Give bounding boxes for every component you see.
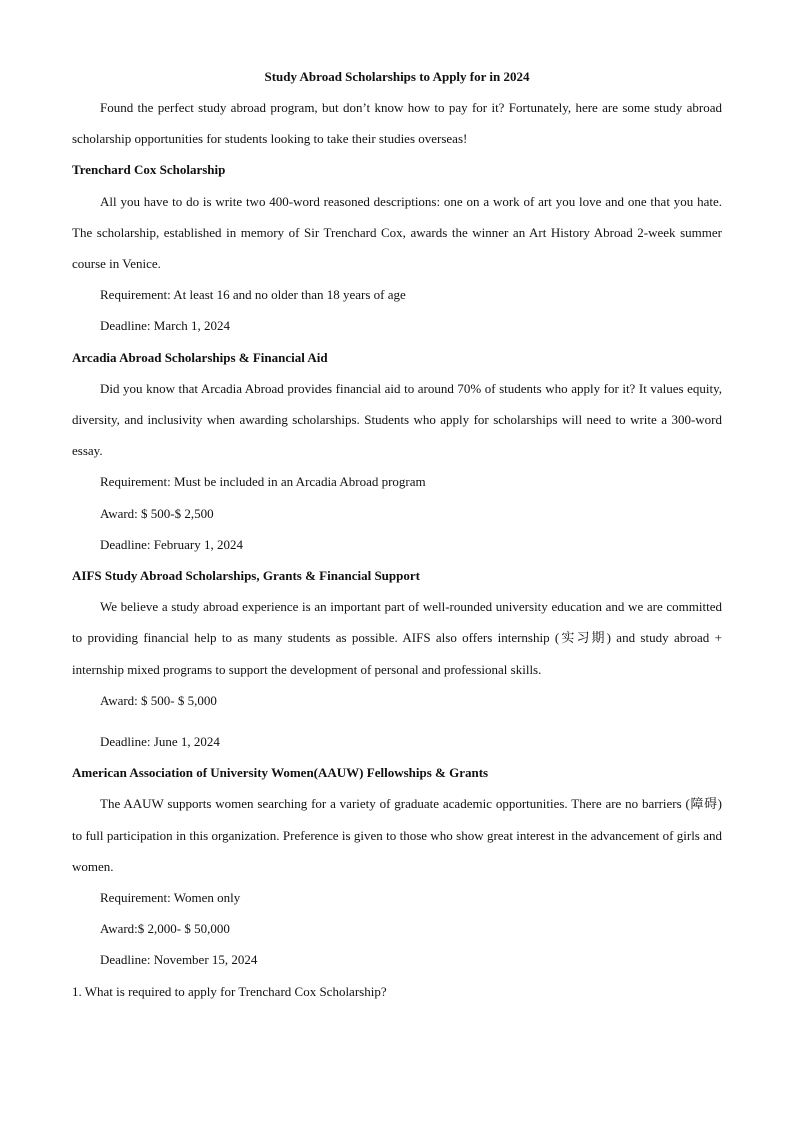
deadline-aauw: Deadline: November 15, 2024 [100,952,258,968]
requirement-aauw: Requirement: Women only [100,890,241,906]
section-body-arcadia: Did you know that Arcadia Abroad provides financial aid to around 70% of students who apply for it? It values equity, diversity, and inclusivity when awarding scholarships. Students who apply for scholarships will need to write a 300-word essay. [72,380,722,459]
section-body-aifs: We believe a study abroad experience is an important part of well-rounded university education and we are committed to providing financial help to as many students as possible. AIFS also offers internship (实习期) and study abroad + internship mixed programs to support the development of personal and professional skills. [72,599,722,677]
intro-paragraph: Found the perfect study abroad program, but don’t know how to pay for it? Fortunately, here are some study abroad scholarship opportunities for students looking to take their studies overseas! [72,100,722,147]
section-heading-trenchard-cox: Trenchard Cox Scholarship [72,162,226,178]
section-body-aauw: The AAUW supports women searching for a variety of graduate academic opportunities. There are no barriers (障碍) to full participation in this organization. Preference is given to those who show great interest in the advancement of girls and women. [72,796,722,874]
deadline-aifs: Deadline: June 1, 2024 [100,734,220,750]
section-heading-arcadia: Arcadia Abroad Scholarships & Financial Aid [72,349,328,365]
section-heading-aauw: American Association of University Women(AAUW) Fellowships & Grants [72,765,489,781]
deadline-arcadia: Deadline: February 1, 2024 [100,536,243,552]
section-body-trenchard-cox: All you have to do is write two 400-word reasoned descriptions: one on a work of art you love and one that you hate. The scholarship, established in memory of Sir Trenchard Cox, awards the winner an Art History Abroad 2-week summer course in Venice. [72,193,722,272]
requirement-arcadia: Requirement: Must be included in an Arcadia Abroad program [100,474,426,490]
award-aauw: Award:$ 2,000- $ 50,000 [100,921,230,937]
award-arcadia: Award: $ 500-$ 2,500 [100,505,214,521]
award-aifs: Award: $ 500- $ 5,000 [100,692,217,708]
spacer [72,716,722,726]
requirement-trenchard-cox: Requirement: At least 16 and no older than 18 years of age [100,287,406,303]
document-title: Study Abroad Scholarships to Apply for in 2024 [264,69,530,84]
section-heading-aifs: AIFS Study Abroad Scholarships, Grants & Financial Support [72,568,420,584]
deadline-trenchard-cox: Deadline: March 1, 2024 [100,318,230,334]
question-1: 1. What is required to apply for Trenchard Cox Scholarship? [72,983,387,999]
